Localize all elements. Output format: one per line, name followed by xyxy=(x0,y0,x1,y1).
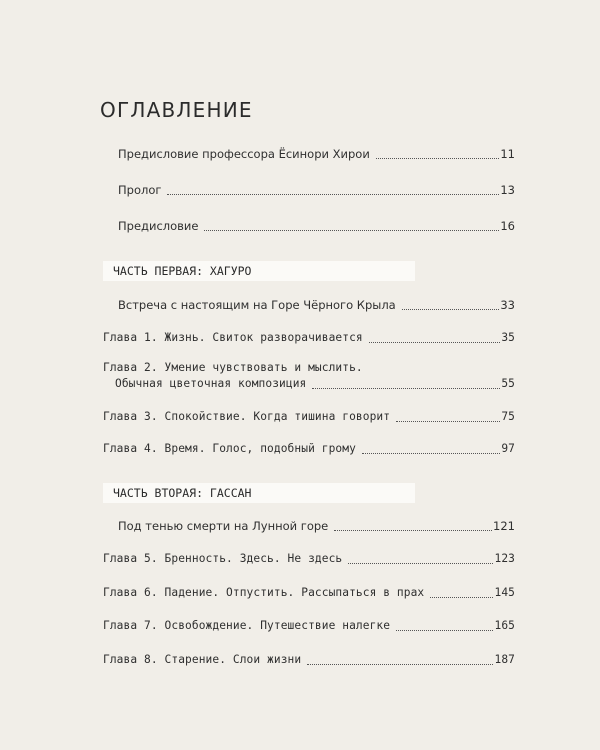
toc-entry-chapter-5 xyxy=(103,551,515,567)
toc-entry-chapter-4 xyxy=(103,441,515,457)
toc-entry-text: Глава 6. Падение. Отпустить. Рассыпаться в прах xyxy=(103,586,425,599)
toc-entry-text: Глава 7. Освобождение. Путешествие налегке xyxy=(103,619,391,632)
toc-entry-text: Пролог xyxy=(118,183,162,197)
toc-entry-part2-intro xyxy=(118,518,515,534)
leader-dots xyxy=(204,230,499,231)
leader-dots xyxy=(369,342,501,343)
leader-dots xyxy=(312,388,500,389)
toc-entry-page: 97 xyxy=(501,442,515,455)
toc-entry-text: Предисловие профессора Ёсинори Хирои xyxy=(118,147,370,161)
leader-dots xyxy=(348,563,493,564)
toc-entry-chapter-6 xyxy=(103,585,515,601)
leader-dots xyxy=(430,597,493,598)
toc-entry-text: Глава 1. Жизнь. Свиток разворачивается xyxy=(103,331,363,344)
toc-entry-chapter-7 xyxy=(103,618,515,634)
toc-entry-foreword xyxy=(118,218,515,234)
leader-dots xyxy=(167,194,499,195)
toc-entry-page: 123 xyxy=(494,552,515,565)
toc-entry-prologue xyxy=(118,182,515,198)
toc-entry-text: Глава 4. Время. Голос, подобный грому xyxy=(103,442,356,455)
leader-dots xyxy=(396,630,493,631)
leader-dots xyxy=(396,421,500,422)
toc-entry-page: 145 xyxy=(494,586,515,599)
leader-dots xyxy=(362,453,500,454)
toc-entry-page: 11 xyxy=(500,147,515,161)
toc-entry-text: Предисловие xyxy=(118,219,199,233)
toc-entry-page: 55 xyxy=(501,377,515,390)
toc-entry-text: Глава 8. Старение. Слои жизни xyxy=(103,653,302,666)
toc-entry-text-line2: Обычная цветочная композиция xyxy=(115,377,307,390)
toc-entry-chapter-1 xyxy=(103,330,515,346)
toc-entry-text: Встреча с настоящим на Горе Чёрного Крыла xyxy=(118,298,396,312)
toc-entry-page: 35 xyxy=(501,331,515,344)
toc-entry-text: Глава 5. Бренность. Здесь. Не здесь xyxy=(103,552,343,565)
leader-dots xyxy=(402,309,500,310)
leader-dots xyxy=(376,158,500,159)
toc-entry-part1-intro xyxy=(118,297,515,313)
toc-entry-text: Глава 3. Спокойствие. Когда тишина говорит xyxy=(103,410,391,423)
part-heading-2: ЧАСТЬ ВТОРАЯ: ГАССАН xyxy=(103,483,415,503)
toc-entry-foreword-hiroi xyxy=(118,146,515,162)
toc-entry-text: Под тенью смерти на Лунной горе xyxy=(118,519,329,533)
toc-entry-page: 121 xyxy=(493,519,515,533)
toc-entry-page: 13 xyxy=(500,183,515,197)
toc-entry-page: 33 xyxy=(500,298,515,312)
toc-entry-page: 165 xyxy=(494,619,515,632)
page-title: ОГЛАВЛЕНИЕ xyxy=(100,98,253,122)
toc-entry-text-line1: Глава 2. Умение чувствовать и мыслить. xyxy=(103,361,363,374)
leader-dots xyxy=(334,530,492,531)
toc-entry-chapter-3 xyxy=(103,409,515,425)
leader-dots xyxy=(307,664,493,665)
toc-entry-line2 xyxy=(103,376,515,392)
toc-entry-chapter-8 xyxy=(103,652,515,668)
part-heading-1: ЧАСТЬ ПЕРВАЯ: ХАГУРО xyxy=(103,261,415,281)
toc-entry-page: 187 xyxy=(494,653,515,666)
toc-entry-page: 75 xyxy=(501,410,515,423)
toc-entry-page: 16 xyxy=(500,219,515,233)
toc-entry-chapter-2 xyxy=(103,360,515,392)
